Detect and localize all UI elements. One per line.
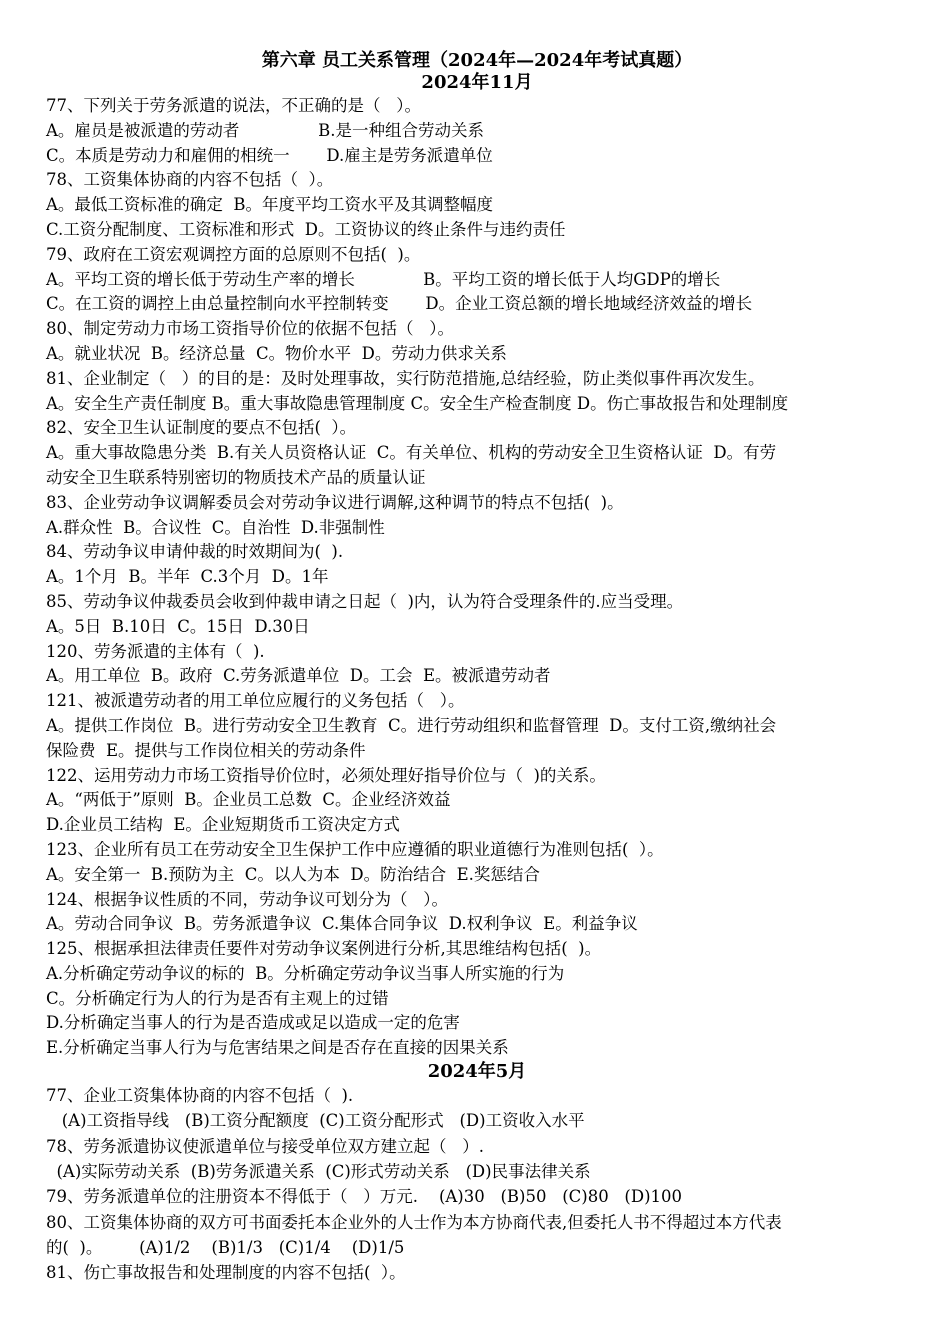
question-line: 83、企业劳动争议调解委员会对劳动争议进行调解,这种调节的特点不包括( )。 xyxy=(46,492,624,512)
question-line: 79、劳务派遣单位的注册资本不得低于（ ）万元. (A)30 (B)50 (C)80 (D)100 xyxy=(46,1187,683,1207)
question-line: A。安全生产责任制度 B。重大事故隐患管理制度 C。安全生产检查制度 D。伤亡事故报告和处理制度 xyxy=(46,393,789,413)
question-line: A。提供工作岗位 B。进行劳动安全卫生教育 C。进行劳动组织和监督管理 D。支付工资,缴纳社会 xyxy=(46,715,777,735)
question-line: 的( )。 (A)1/2 (B)1/3 (C)1/4 (D)1/5 xyxy=(46,1237,405,1257)
question-line: 80、制定劳动力市场工资指导价位的依据不包括（ ）。 xyxy=(46,319,454,339)
question-line: A.群众性 B。合议性 C。自治性 D.非强制性 xyxy=(46,517,385,537)
document-page xyxy=(46,50,908,1285)
question-line: 78、劳务派遣协议使派遣单位与接受单位双方建立起（ ）. xyxy=(46,1136,484,1156)
question-line: 81、伤亡事故报告和处理制度的内容不包括( ）。 xyxy=(46,1263,406,1283)
question-line: 121、被派遣劳动者的用工单位应履行的义务包括（ ）。 xyxy=(46,691,465,711)
question-line: 122、运用劳动力市场工资指导价位时，必须处理好指导价位与（ )的关系。 xyxy=(46,765,606,785)
section-2024-05 xyxy=(46,1061,908,1285)
section-heading: 2024年11月 xyxy=(421,72,533,93)
question-line: 120、劳务派遣的主体有（ ). xyxy=(46,641,265,661)
question-line: D.企业员工结构 E。企业短期货币工资决定方式 xyxy=(46,815,400,835)
question-line: 动安全卫生联系特别密切的物质技术产品的质量认证 xyxy=(46,467,426,487)
question-line: A。就业状况 B。经济总量 C。物价水平 D。劳动力供求关系 xyxy=(46,343,507,363)
question-line: 保险费 E。提供与工作岗位相关的劳动条件 xyxy=(46,740,366,760)
question-line: A。用工单位 B。政府 C.劳务派遣单位 D。工会 E。被派遣劳动者 xyxy=(46,666,551,686)
question-line: C。分析确定行为人的行为是否有主观上的过错 xyxy=(46,988,389,1008)
question-line: A。劳动合同争议 B。劳务派遣争议 C.集体合同争议 D.权利争议 E。利益争议 xyxy=(46,914,638,934)
question-line: A。1个月 B。半年 C.3个月 D。1年 xyxy=(46,567,329,587)
question-line: 82、安全卫生认证制度的要点不包括( ）。 xyxy=(46,418,357,438)
question-line: 125、根据承担法律责任要件对劳动争议案例进行分析,其思维结构包括( )。 xyxy=(46,939,602,959)
question-line: A。雇员是被派遣的劳动者 B.是一种组合劳动关系 xyxy=(46,120,484,140)
section-heading: 2024年5月 xyxy=(427,1061,527,1083)
question-line: A。5日 B.10日 C。15日 D.30日 xyxy=(46,616,310,636)
question-line: A。重大事故隐患分类 B.有关人员资格认证 C。有关单位、机构的劳动安全卫生资格认证 D。有劳 xyxy=(46,443,777,463)
question-line: 78、工资集体协商的内容不包括（ ）。 xyxy=(46,170,334,190)
question-line: C。在工资的调控上由总量控制向水平控制转变 D。企业工资总额的增长地域经济效益的增长 xyxy=(46,294,753,314)
question-line: E.分析确定当事人行为与危害结果之间是否存在直接的因果关系 xyxy=(46,1038,509,1058)
document-title: 第六章 员工关系管理（2024年—2024年考试真题） xyxy=(261,50,693,71)
question-line: C.工资分配制度、工资标准和形式 D。工资协议的终止条件与违约责任 xyxy=(46,219,566,239)
question-line: A。平均工资的增长低于劳动生产率的增长 B。平均工资的增长低于人均GDP的增长 xyxy=(46,269,721,289)
question-line: D.分析确定当事人的行为是否造成或足以造成一定的危害 xyxy=(46,1013,460,1033)
question-line: 77、下列关于劳务派遣的说法，不正确的是（ ）。 xyxy=(46,96,421,115)
question-list xyxy=(46,94,908,1061)
question-line: 79、政府在工资宏观调控方面的总原则不包括( )。 xyxy=(46,244,421,264)
question-line: 84、劳动争议申请仲裁的时效期间为( ). xyxy=(46,542,344,562)
question-line: A.分析确定劳动争议的标的 B。分析确定劳动争议当事人所实施的行为 xyxy=(46,963,565,983)
question-line: (A)工资指导线 (B)工资分配额度 (C)工资分配形式 (D)工资收入水平 xyxy=(46,1111,585,1131)
question-line: A。“两低于”原则 B。企业员工总数 C。企业经济效益 xyxy=(46,790,451,810)
section-2024-11 xyxy=(46,72,908,1061)
question-line: 81、企业制定（ ）的目的是：及时处理事故，实行防范措施,总结经验，防止类似事件再次发生。 xyxy=(46,368,765,388)
question-line: 85、劳动争议仲裁委员会收到仲裁申请之日起（ )内，认为符合受理条件的.应当受理。 xyxy=(46,591,684,611)
question-line: A。安全第一 B.预防为主 C。以人为本 D。防治结合 E.奖惩结合 xyxy=(46,864,540,884)
question-line: C。本质是劳动力和雇佣的相统一 D.雇主是劳务派遣单位 xyxy=(46,145,493,165)
question-line: 80、工资集体协商的双方可书面委托本企业外的人士作为本方协商代表,但委托人书不得超过本方代表 xyxy=(46,1212,782,1232)
question-line: (A)实际劳动关系 (B)劳务派遣关系 (C)形式劳动关系 (D)民事法律关系 xyxy=(46,1161,591,1181)
question-line: A。最低工资标准的确定 B。年度平均工资水平及其调整幅度 xyxy=(46,195,494,215)
question-line: 77、企业工资集体协商的内容不包括（ ). xyxy=(46,1086,354,1106)
question-line: 123、企业所有员工在劳动安全卫生保护工作中应遵循的职业道德行为准则包括( ）。 xyxy=(46,839,664,859)
question-line: 124、根据争议性质的不同，劳动争议可划分为（ ）。 xyxy=(46,889,448,909)
question-list xyxy=(46,1083,908,1285)
